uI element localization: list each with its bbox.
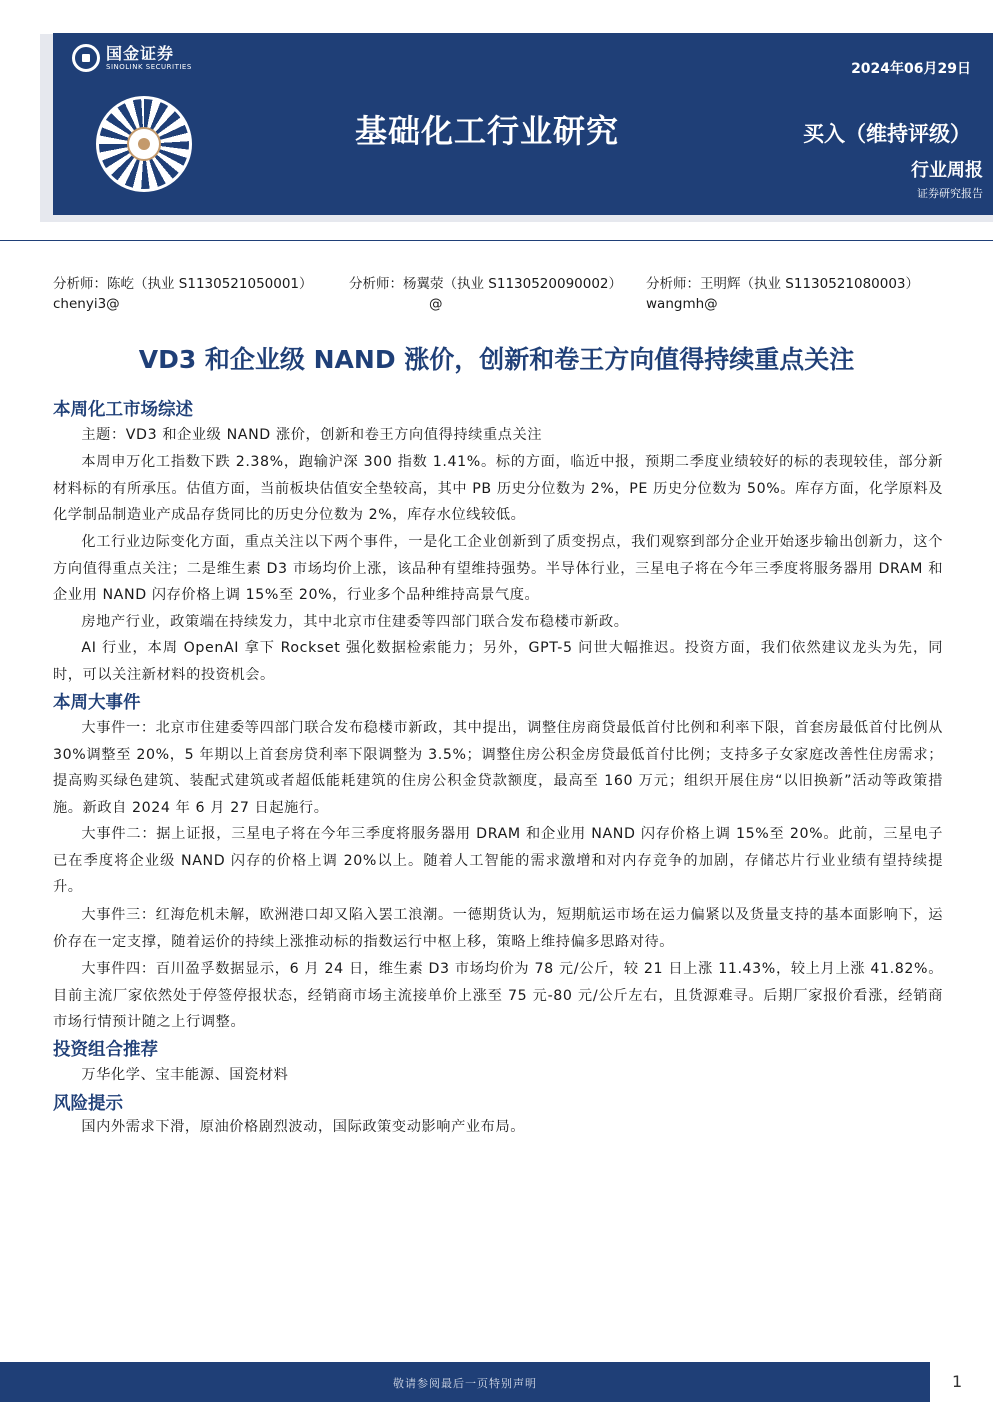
section-heading-market: 本周化工市场综述	[53, 400, 193, 420]
section-heading-risk: 风险提示	[53, 1094, 123, 1114]
paragraph: 房地产行业，政策端在持续发力，其中北京市住建委等四部门联合发布稳楼市新政。	[81, 614, 629, 630]
logo-name-en: SINOLINK SECURITIES	[106, 62, 192, 71]
paragraph: 大事件三：红海危机未解，欧洲港口却又陷入罢工浪潮。一德期货认为，短期航运市场在运力偏紧以及货量支持的基本面影响下，运价存在一定支撑，随着运价的持续上涨推动标的指数运行中枢上移，策略上维持偏多思路对待。	[53, 907, 943, 950]
paragraph: 大事件四：百川盈孚数据显示，6 月 24 日，维生素 D3 市场均价为 78 元/公斤，较 21 日上涨 11.43%，较上月上涨 41.82%。目前主流厂家依然处于停签停报状态，经销商市场主流接单价上涨至 75 元-80 元/公斤左右，且货源难寻。后期厂家报价看涨，经销商市场行情预计随之上行调整。	[53, 961, 943, 1030]
paragraph: 主题：VD3 和企业级 NAND 涨价，创新和卷王方向值得持续重点关注	[81, 427, 543, 443]
industry-title: 基础化工行业研究	[355, 112, 620, 150]
paragraph: 化工行业边际变化方面，重点关注以下两个事件，一是化工企业创新到了质变拐点，我们观察到部分企业开始逐步输出创新力，这个方向值得重点关注；二是维生素 D3 市场均价上涨，该品种有望维持强势。半导体行业，三星电子将在今年三季度将服务器用 DRAM 和企业用 NAND 闪存价格上调 15%至 20%，行业多个品种维持高景气度。	[53, 534, 943, 603]
analyst-entry	[646, 274, 919, 314]
paragraph: 大事件一：北京市住建委等四部门联合发布稳楼市新政，其中提出，调整住房商贷最低首付比例和利率下限，首套房最低首付比例从 30%调整至 20%，5 年期以上首套房贷利率下限调整为 3.5%；调整住房公积金房贷最低首付比例；支持多子女家庭改善性住房需求；提高购买绿色建筑、装配式建筑或者超低能耗建筑的住房公积金贷款额度，最高至 160 万元；组织开展住房“以旧换新”活动等政策措施。新政自 2024 年 6 月 27 日起施行。	[53, 720, 943, 816]
analyst-email[interactable]: @	[429, 296, 443, 312]
paragraph: 本周申万化工指数下跌 2.38%，跑输沪深 300 指数 1.41%。标的方面，临近中报，预期二季度业绩较好的标的表现较佳，部分新材料标的有所承压。估值方面，当前板块估值安全垫较高，其中 PB 历史分位数为 2%，PE 历史分位数为 50%。库存方面，化学原料及化学制品制造业产成品存货同比的历史分位数为 2%，库存水位线较低。	[53, 454, 943, 523]
rating-label: 买入（维持评级）	[803, 122, 971, 146]
footer-disclaimer: 敬请参阅最后一页特别声明	[393, 1377, 537, 1390]
analyst-entry	[349, 274, 622, 314]
analyst-name-license: 分析师：陈屹（执业 S1130521050001）	[53, 276, 313, 292]
header-divider	[0, 240, 993, 241]
paragraph: 国内外需求下滑，原油价格剧烈波动，国际政策变动影响产业布局。	[81, 1119, 526, 1135]
paragraph: 大事件二：据上证报，三星电子将在今年三季度将服务器用 DRAM 和企业用 NAND 闪存价格上调 15%至 20%。此前，三星电子已在季度将企业级 NAND 闪存的价格上调 20%以上。随着人工智能的需求激增和对内存竞争的加剧，存储芯片行业业绩有望持续提升。	[53, 826, 943, 895]
analyst-name-license: 分析师：杨翼荥（执业 S1130520090002）	[349, 276, 623, 292]
page-number: 1	[952, 1372, 963, 1391]
logo-mark-icon	[72, 44, 100, 72]
brand-logo	[72, 44, 192, 72]
report-subtype: 证券研究报告	[917, 187, 983, 200]
section-heading-events: 本周大事件	[53, 693, 141, 713]
logo-name-cn: 国金证券	[106, 43, 175, 63]
analyst-email[interactable]: chenyi3@	[53, 296, 120, 312]
section-heading-portfolio: 投资组合推荐	[53, 1040, 158, 1060]
qr-code-icon	[96, 96, 192, 192]
analyst-entry	[53, 274, 313, 314]
document-title: VD3 和企业级 NAND 涨价，创新和卷王方向值得持续重点关注	[138, 345, 855, 374]
paragraph: AI 行业，本周 OpenAI 拿下 Rockset 强化数据检索能力；另外，GPT-5 问世大幅推迟。投资方面，我们依然建议龙头为先，同时，可以关注新材料的投资机会。	[53, 640, 943, 683]
qr-center-logo	[127, 127, 161, 161]
report-date: 2024年06月29日	[851, 61, 971, 77]
analyst-name-license: 分析师：王明辉（执业 S1130521080003）	[646, 276, 920, 292]
report-type: 行业周报	[911, 160, 983, 181]
analyst-email[interactable]: wangmh@	[646, 296, 718, 312]
paragraph: 万华化学、宝丰能源、国瓷材料	[81, 1067, 289, 1083]
